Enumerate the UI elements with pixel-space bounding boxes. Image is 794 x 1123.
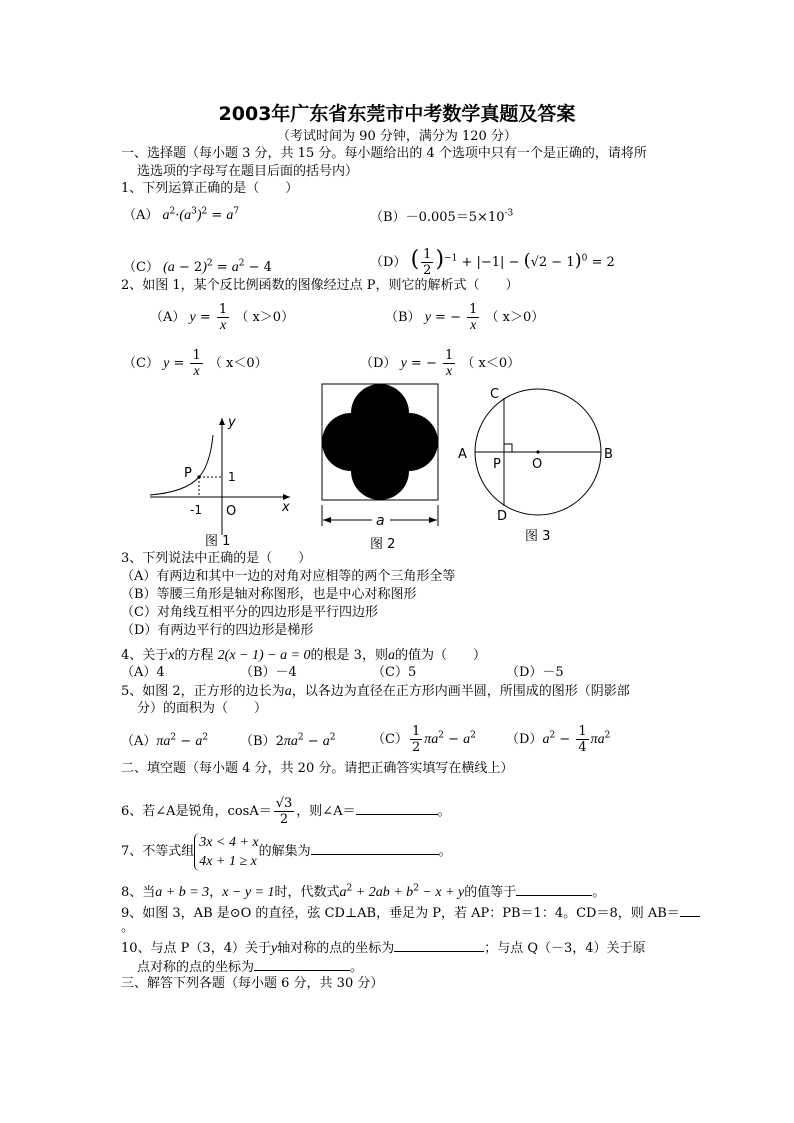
q6: 6、若∠A是锐角，cosA＝ $\frac{√3}{2}$ ，则∠A＝ 。 — [121, 796, 451, 827]
q5-stem: 5、如图 2，正方形的边长为a，以各边为直径在正方形内画半圆，所围成的图形（阴影部 — [121, 684, 630, 699]
fig1-point-p — [197, 475, 200, 478]
fig2-arrow-right — [429, 517, 437, 523]
fig2-arrow-left — [323, 517, 331, 523]
fig2-petal-bottom — [351, 442, 409, 500]
fig1-label-y: y — [228, 415, 236, 430]
fig3-label-b: B — [604, 447, 613, 462]
q2-option-d: （D） y = − $\frac{1}{x}$ （ x＜0） — [360, 348, 521, 379]
figure-2 — [322, 384, 438, 552]
fig1-label-one: 1 — [228, 470, 236, 484]
q5-stem-cont: 分）的面积为（ ） — [137, 701, 268, 716]
figure-1 — [150, 415, 290, 549]
fig1-curve — [150, 435, 213, 495]
q3-option-c: （C）对角线互相平分的四边形是平行四边形 — [121, 605, 378, 620]
q4-stem: 4、关于x的方程 2(x − 1) − a = 0的根是 3，则a的值为（ ） — [121, 648, 486, 663]
q8-answer-blank[interactable] — [516, 883, 592, 896]
q9-answer-blank[interactable] — [680, 904, 700, 917]
fig3-label-o: O — [532, 457, 543, 472]
fig1-label-x: x — [282, 500, 290, 515]
q2-stem: 2、如图 1，某个反比例函数的图像经过点 P，则它的解析式（ ） — [121, 278, 519, 293]
q1-option-c: （C） $(a - 2)^2 = a^2 - 4$ — [123, 258, 272, 275]
q7: 7、不等式组3x < 4 + x 4x + 1 ≥ x的解集为 。 — [121, 834, 452, 869]
fig3-caption: 图 3 — [525, 529, 551, 544]
q1-option-a: （A） $a^2\cdot(a^3)^2 = a^7$ — [123, 206, 240, 223]
fig2-label-a: a — [376, 513, 385, 529]
q9: 9、如图 3，AB 是⊙O 的直径，弦 CD⊥AB，垂足为 P，若 AP：PB＝1：4。CD＝8，则 AB＝ — [121, 904, 700, 922]
q10-answer-blank-2[interactable] — [254, 958, 350, 971]
q4-option-b: （B）－4 — [240, 665, 297, 680]
exam-info: （考试时间为 90 分钟，满分为 120 分） — [277, 129, 517, 144]
q5-option-d: $(D)a^2$ − $\frac{1}{4}$ $\pi a^2$ — [506, 724, 611, 755]
section1-heading: 一、选择题（每小题 3 分，共 15 分。每小题给出的 4 个选项中只有一个是正确的，请将所 — [121, 146, 647, 161]
fig2-caption: 图 2 — [370, 537, 396, 552]
q3-option-a: （A）有两边和其中一边的对角对应相等的两个三角形全等 — [121, 569, 456, 584]
fig1-y-arrow — [219, 418, 225, 425]
q5-option-a: $(A)\pi a^2 - a^2$ — [121, 732, 209, 749]
q2-option-a: （A） y = $\frac{1}{x}$ （ x＞0） — [150, 302, 295, 333]
q1-stem: 1、下列运算正确的是（ ） — [121, 181, 299, 196]
fig3-right-angle — [504, 444, 512, 452]
q3-stem: 3、下列说法中正确的是（ ） — [121, 551, 312, 566]
page-title: 2003年广东省东莞市中考数学真题及答案 — [218, 103, 576, 125]
fig3-center-o — [536, 450, 539, 453]
q7-inequality-system: 3x < 4 + x 4x + 1 ≥ x — [194, 833, 258, 871]
q4-option-a: （A）4 — [121, 665, 165, 680]
q1-option-b: $(B)-0.005=5\times 10^{-3}$ — [370, 208, 514, 225]
q7-answer-blank[interactable] — [311, 842, 439, 855]
q4-option-c: （C）5 — [372, 665, 417, 680]
section2-heading: 二、填空题（每小题 4 分，共 20 分。请把正确答实填写在横线上） — [121, 761, 514, 776]
q1-option-d: （D） ( $\frac{1}{2}$ )$^{-1} + |-1| - (√2 - 1)^0 = 2$ — [370, 247, 615, 278]
q4-option-d: （D）－5 — [506, 665, 564, 680]
q2-option-c: （C） y = $\frac{1}{x}$ （ x＜0） — [123, 348, 268, 379]
q2-option-b: （B） y = − $\frac{1}{x}$ （ x＞0） — [385, 302, 545, 333]
q5-option-c: （C） $\frac{1}{2}$ $\pi a^2 - a^2$ — [372, 724, 476, 755]
q10-answer-blank-1[interactable] — [394, 939, 484, 952]
section1-heading-cont: 选选项的字母写在题目后面的括号内） — [137, 164, 359, 179]
q5-option-b: $(B)2\pi a^2 - a^2$ — [240, 732, 336, 749]
q9-end: 。 — [121, 920, 135, 935]
fig2-petal-top — [351, 384, 409, 442]
q6-answer-blank[interactable] — [356, 802, 438, 815]
fig1-label-minus-one: -1 — [190, 503, 202, 517]
fig1-label-p: P — [184, 466, 192, 481]
q8: 8、当a + b = 3，x − y = 1时，代数式$a^2 + 2ab + b^2 - x + y$的值等于 。 — [121, 883, 606, 900]
fig3-label-c: C — [490, 387, 500, 402]
figures-canvas — [0, 0, 794, 560]
fig3-label-a: A — [458, 447, 467, 462]
fig1-caption: 图 1 — [205, 534, 231, 549]
q3-option-d: （D）有两边平行的四边形是梯形 — [121, 623, 314, 638]
q10: 10、与点 P（3，4）关于y轴对称的点的坐标为 ；与点 Q（－3，4）关于原 — [121, 941, 646, 956]
q3-option-b: （B）等腰三角形是轴对称图形，也是中心对称图形 — [121, 587, 417, 602]
section3-heading: 三、解答下列各题（每小题 6 分，共 30 分） — [121, 976, 384, 991]
fig3-label-d: D — [497, 509, 508, 524]
q10-cont: 点对称的点的坐标为 。 — [137, 960, 364, 975]
fig3-label-p: P — [493, 457, 501, 472]
fig1-label-o: O — [226, 504, 237, 519]
figure-3 — [458, 387, 613, 544]
